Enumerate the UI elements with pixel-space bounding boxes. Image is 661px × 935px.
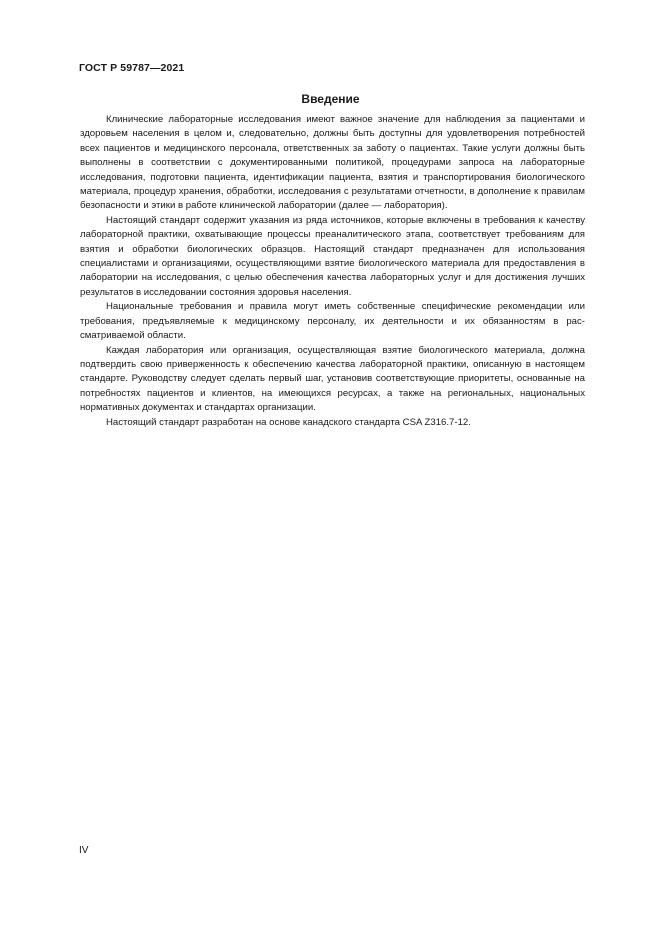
- page-number: IV: [79, 845, 89, 856]
- paragraph: Каждая лаборатория или организация, осуществляющая взятие биологического материала, должна подтвердить свою приверженность к обеспечению качества лабораторной практики, описанную в настоящем стандарте. Руководству следует сделать первый шаг, установив соответствующие приоритеты, основанные на потребностях пациентов и клиентов, на имеющихся ресурсах, а также на региональных, национальных нормативных документах и стандартах организации.: [80, 344, 585, 414]
- body-text: [80, 113, 585, 430]
- paragraph: Клинические лабораторные исследования имеют важное значение для наблюдения за пациентами и здоровьем населения в целом и, следовательно, должны быть доступны для удовлетворения потребностей всех пациентов и медицинского персонала, ответственных за заботу о пациентах. Такие услуги должны быть выполнены в соответствии с документированными политикой, процедурами запроса на лабораторные исследования, подготовки пациента, идентификации пациента, взятия и транспортирования биологического материала, процедур хранения, обработки, исследования с результатами отчетности, в дополнение к правилам безопасности и этики в работе клинической лаборатории (далее — лаборатория).: [80, 114, 585, 212]
- paragraph: Настоящий стандарт содержит указания из ряда источников, которые включены в требования к качеству лабораторной практики, охватывающие процессы преаналитического этапа, соответствует требованиям для взятия и обработки биологических образцов. Настоящий стандарт предназначен для использования специалистами и организациями, осуществляющими взятие биологического материала для предоставления в лаборатории на исследования, с целью обеспечения качества лабораторных услуг и для достижения лучших результатов в исследовании состояния здоровья населения.: [80, 214, 585, 298]
- document-id: ГОСТ Р 59787—2021: [79, 62, 185, 74]
- section-title: Введение: [301, 92, 360, 106]
- paragraph: Настоящий стандарт разработан на основе канадского стандарта CSA Z316.7-12.: [106, 416, 471, 428]
- paragraph: Национальные требования и правила могут иметь собственные специфические рекомендации или требования, предъявляемые к медицинскому персоналу, их деятельности и их обязанностям в рассматриваемой области.: [80, 301, 585, 342]
